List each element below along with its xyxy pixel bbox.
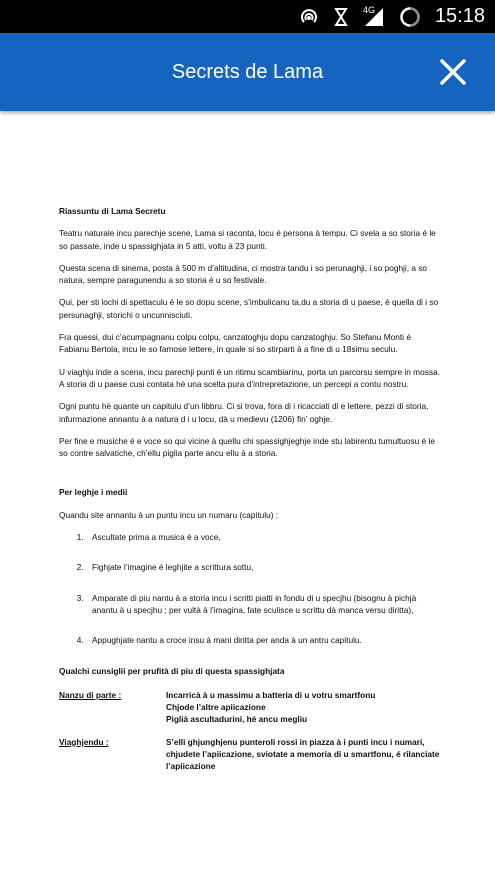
paragraph: Fra quessi, dui c’acumpagnanu colpu colpu, canzatoghju dopu canzatoghju. So Stefanu Monti é Fabianu Bertola, incu le so famose lettere, in quale si so stirparti à a fine di u 18simu seculu. <box>59 332 411 355</box>
close-button[interactable] <box>437 56 469 88</box>
step-item: 1. Ascultate prima a musica é a voce, <box>86 531 443 543</box>
tip-line: Piglià ascultadurini, hé ancu megliu <box>166 714 308 725</box>
close-icon <box>437 56 469 88</box>
paragraph: U viaghju inde a scena, incu parechji punti é un ritimu scambiarinu, porta un parcorsu sempre in mossa. A storia di u paese cusi contata hè una scelta pura d’intrepretazione, un percepi a contu nostru. <box>59 366 440 389</box>
tip-label: Nanzu di parte : <box>59 689 122 700</box>
hotspot-icon <box>299 7 319 27</box>
info-content <box>0 111 495 773</box>
paragraph: Qui, per sti lochi di spettaculu é le so dopu scene, s’imbulicanu ta,du a storia di u paese, é quella di i so persunaghji, storichi o uncunnisciuti. <box>59 297 439 320</box>
step-item: 4. Appughjate nantu a croce insu à mani diritta per anda à un antru capitulu. <box>86 634 443 646</box>
steps-list <box>59 531 443 646</box>
tip-text <box>166 689 443 726</box>
status-bar <box>0 0 495 33</box>
nfc-icon <box>333 7 349 27</box>
tip-text <box>166 736 443 773</box>
tip-line: S’elli ghjunghjenu punteroli rossi in piazza à i punti incu i numari, chjudete l’apiicazione, sviotate a memoria di u smartfonu, é rilanciate l’apiicazione <box>166 736 440 772</box>
network-type: 4G <box>362 4 375 15</box>
paragraph: Questa scena di sinema, posta à 500 m d’altitudina, ci mostra tandu i so perunaghji, i so poghji, a so natura, sempre paragunendu a so storia é u so festivale. <box>59 262 428 286</box>
tip-label: Viaghjendu : <box>59 736 109 747</box>
paragraph: Teatru naturale incu parechje scene, Lama si raconta, locu é persona à tempu. Ci svela a so storia é le so passate, inde u spassighjata in 5 atti, voltu à 23 punti. <box>59 228 436 251</box>
section-intro: Quandu site annantu à un puntu incu un numaru (capitulu) : <box>59 509 279 520</box>
tip-line: Chjode l’altre apiicazione <box>166 702 266 713</box>
paragraph: Per fine e musiche é e voce so qui vicine à quellu chi spassighjeghje inde stu labirentu tumultuosu é le so contre salvatiche, ch’ellu piglia parte ancu ellu à a storia. <box>59 435 435 459</box>
section-title-summary: Riassuntu di Lama Secretu <box>59 206 166 216</box>
signal-icon <box>362 4 385 27</box>
step-item: 2. Fighjate l’imagine é leghjite a scrittura sottu, <box>86 561 443 573</box>
battery-charging-icon <box>399 6 421 28</box>
paragraph: Ogni puntu hè quante un capitulu d’un libbru. Ci si trova, fora di i ricacciati di e lettere, pezzi di storia, infurmazione annantu à a natura d i u locu, dà u medievu (1206) fin’ oghje. <box>59 401 429 424</box>
tip-line: Incarricà à u massimu a batteria di u votru smartfonu <box>166 689 376 700</box>
section-title-reading: Per leghje i medii <box>59 487 128 498</box>
section-title-tips: Qualchi cunsiglii per prufità di piu di questa spassighjata <box>59 665 285 676</box>
step-item: 3. Amparate di piu nantu à a storia incu i scritti piatti in fondu di u specjhu (bisognu à pichjà anantu à u specjhu ; per vultà à l’imagina, fate sculisce u scrittu dà manca versu diritta), <box>86 592 443 617</box>
page-title: Secrets de Lama <box>171 60 324 83</box>
tips-table <box>59 689 443 773</box>
clock: 15:18 <box>434 5 485 27</box>
app-bar <box>0 33 495 111</box>
